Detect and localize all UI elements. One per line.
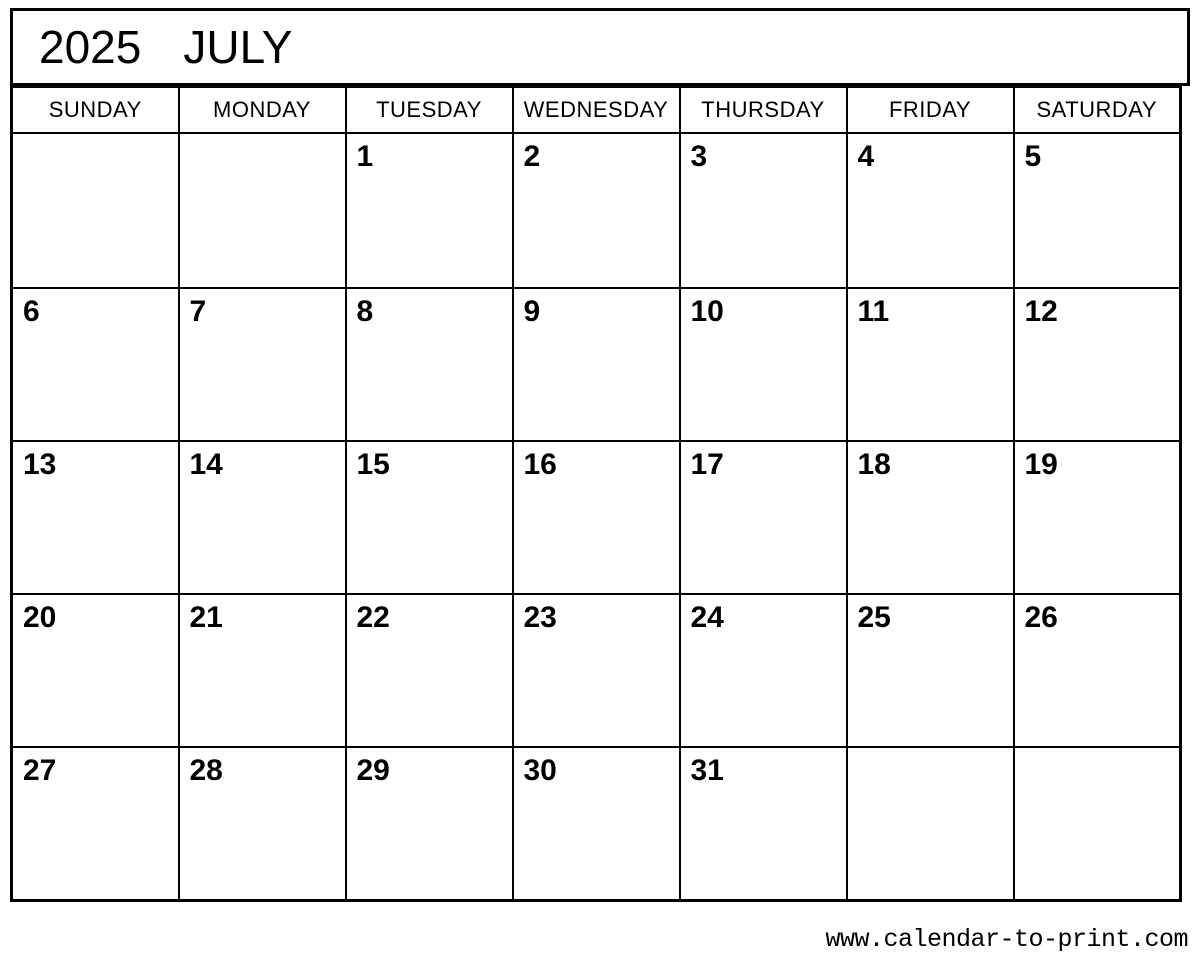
day-cell[interactable] xyxy=(1014,747,1181,901)
day-cell[interactable] xyxy=(12,288,179,441)
day-cell[interactable] xyxy=(847,441,1014,594)
day-number: 25 xyxy=(857,601,891,634)
day-number: 6 xyxy=(23,295,40,328)
day-cell[interactable] xyxy=(12,133,179,288)
day-number: 22 xyxy=(356,601,390,634)
day-number: 2 xyxy=(523,140,541,173)
day-number: 26 xyxy=(1024,601,1058,634)
day-cell[interactable] xyxy=(346,594,513,747)
day-number: 13 xyxy=(23,448,57,481)
day-number: 7 xyxy=(189,295,207,328)
day-cell[interactable] xyxy=(680,441,847,594)
day-cell[interactable] xyxy=(680,288,847,441)
day-cell[interactable] xyxy=(680,594,847,747)
calendar-week-row xyxy=(12,288,1181,441)
calendar-grid xyxy=(10,86,1182,902)
day-number: 31 xyxy=(690,754,724,787)
calendar-week-row xyxy=(12,441,1181,594)
calendar-week-row xyxy=(12,594,1181,747)
day-cell[interactable] xyxy=(1014,133,1181,288)
day-cell[interactable] xyxy=(346,747,513,901)
day-number: 27 xyxy=(23,754,57,787)
weekday-header-sunday: SUNDAY xyxy=(12,87,179,133)
day-number: 16 xyxy=(523,448,557,481)
day-cell[interactable] xyxy=(179,441,346,594)
day-cell[interactable] xyxy=(847,747,1014,901)
day-cell[interactable] xyxy=(179,133,346,288)
day-cell[interactable] xyxy=(179,288,346,441)
day-cell[interactable] xyxy=(346,288,513,441)
day-cell[interactable] xyxy=(12,441,179,594)
day-number: 19 xyxy=(1024,448,1058,481)
day-number: 9 xyxy=(523,295,541,328)
day-cell[interactable] xyxy=(1014,441,1181,594)
weekday-header-saturday: SATURDAY xyxy=(1014,87,1181,133)
calendar-week-row xyxy=(12,747,1181,901)
weekday-header-thursday: THURSDAY xyxy=(680,87,847,133)
weekday-header-wednesday: WEDNESDAY xyxy=(513,87,680,133)
day-cell[interactable] xyxy=(1014,594,1181,747)
weekday-header-row xyxy=(12,87,1181,133)
day-number: 4 xyxy=(857,140,875,173)
calendar-year: 2025 xyxy=(39,21,142,73)
day-cell[interactable] xyxy=(680,133,847,288)
day-cell[interactable] xyxy=(179,594,346,747)
day-number: 3 xyxy=(690,140,708,173)
day-cell[interactable] xyxy=(346,133,513,288)
calendar-week-row xyxy=(12,133,1181,288)
day-cell[interactable] xyxy=(179,747,346,901)
day-number: 14 xyxy=(189,448,223,481)
day-cell[interactable] xyxy=(12,747,179,901)
day-number: 10 xyxy=(690,295,724,328)
day-number: 1 xyxy=(356,140,374,173)
day-number: 5 xyxy=(1024,140,1042,173)
day-cell[interactable] xyxy=(847,133,1014,288)
day-cell[interactable] xyxy=(1014,288,1181,441)
day-number: 17 xyxy=(690,448,724,481)
day-cell[interactable] xyxy=(513,441,680,594)
day-cell[interactable] xyxy=(513,747,680,901)
calendar-month: JULY xyxy=(183,21,293,73)
calendar-title-bar xyxy=(10,8,1190,86)
day-number: 18 xyxy=(857,448,891,481)
day-number: 15 xyxy=(356,448,390,481)
day-number: 30 xyxy=(523,754,557,787)
weekday-header-friday: FRIDAY xyxy=(847,87,1014,133)
day-cell[interactable] xyxy=(680,747,847,901)
day-cell[interactable] xyxy=(513,133,680,288)
day-number: 20 xyxy=(23,601,57,634)
day-number: 8 xyxy=(356,295,374,328)
day-cell[interactable] xyxy=(12,594,179,747)
day-number: 28 xyxy=(189,754,223,787)
day-cell[interactable] xyxy=(513,288,680,441)
day-cell[interactable] xyxy=(513,594,680,747)
day-number: 12 xyxy=(1024,295,1058,328)
day-number: 21 xyxy=(189,601,223,634)
day-cell[interactable] xyxy=(847,594,1014,747)
day-cell[interactable] xyxy=(346,441,513,594)
day-cell[interactable] xyxy=(847,288,1014,441)
day-number: 24 xyxy=(690,601,724,634)
day-number: 23 xyxy=(523,601,557,634)
footer-website: www.calendar-to-print.com xyxy=(825,925,1188,954)
weekday-header-tuesday: TUESDAY xyxy=(346,87,513,133)
weekday-header-monday: MONDAY xyxy=(179,87,346,133)
day-number: 11 xyxy=(857,295,890,328)
day-number: 29 xyxy=(356,754,390,787)
